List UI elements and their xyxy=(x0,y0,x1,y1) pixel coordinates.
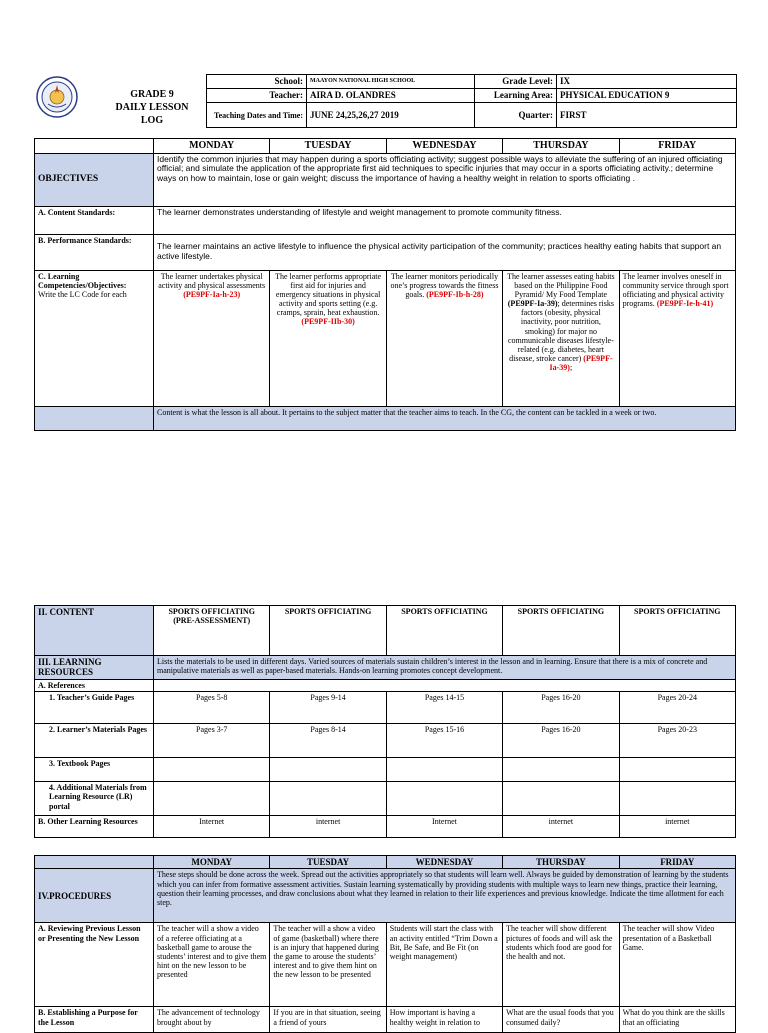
competency-code: (PE9PF-Ie-h-41) xyxy=(656,299,714,309)
grade-label: Grade Level: xyxy=(475,75,557,89)
day-thursday: THURSDAY xyxy=(503,139,619,154)
content-resources-section xyxy=(34,605,736,838)
proc-day-friday: FRIDAY xyxy=(619,856,735,869)
competencies-label-cell xyxy=(35,270,154,406)
competencies-sublabel: Write the LC Code for each xyxy=(38,289,127,299)
textbook-tuesday xyxy=(270,758,386,782)
proc-day-thursday: THURSDAY xyxy=(503,856,619,869)
review-monday: The teacher will a show a video of a referee officiating at a basketball game to arouse the students’ interest and to give them hint on the new lesson to be presented xyxy=(154,923,270,1007)
objectives-label: OBJECTIVES xyxy=(35,153,154,206)
content-monday: SPORTS OFFICIATING (PRE-ASSESSMENT) xyxy=(154,606,270,656)
competency-code: (PE9PF-Ia-h-23) xyxy=(183,289,241,299)
purpose-wednesday: How important is having a healthy weight in relation to xyxy=(386,1007,502,1033)
quarter-value: FIRST xyxy=(557,103,737,128)
competency-code: (PE9PF-Ia-39) xyxy=(549,354,613,373)
teacher-value: AIRA D. OLANDRES xyxy=(307,89,475,103)
content-thursday: SPORTS OFFICIATING xyxy=(503,606,619,656)
content-label: II. CONTENT xyxy=(35,606,154,656)
competency-text: The learner undertakes physical activity and physical assessments xyxy=(158,271,266,290)
school-label: School: xyxy=(207,75,307,89)
proc-day-tuesday: TUESDAY xyxy=(270,856,386,869)
competency-text: The learner monitors periodically one’s progress towards the fitness goals. xyxy=(390,271,499,299)
day-wednesday: WEDNESDAY xyxy=(386,139,502,154)
references-label: A. References xyxy=(35,680,154,692)
lr-monday xyxy=(154,782,270,816)
lr-portal-label: 4. Additional Materials from Learning Resource (LR) portal xyxy=(35,782,154,816)
lr-wednesday xyxy=(386,782,502,816)
competency-text: The learner assesses eating habits based on the Philippine Food Pyramid/ My Food Template xyxy=(507,271,615,299)
teacher-label: Teacher: xyxy=(207,89,307,103)
doc-title-line: DAILY LESSON xyxy=(115,102,189,113)
lr-friday xyxy=(619,782,735,816)
references-blank xyxy=(154,680,736,692)
tg-pages-thursday: Pages 16-20 xyxy=(503,692,619,724)
competency-monday xyxy=(154,270,270,406)
info-table xyxy=(206,74,737,128)
lr-thursday xyxy=(503,782,619,816)
performance-standards-label: B. Performance Standards: xyxy=(35,234,154,270)
textbook-monday xyxy=(154,758,270,782)
competency-code: (PE9PF-IIb-30) xyxy=(301,317,355,327)
purpose-friday: What do you think are the skills that an officiating xyxy=(619,1007,735,1033)
textbook-friday xyxy=(619,758,735,782)
content-friday: SPORTS OFFICIATING xyxy=(619,606,735,656)
tg-pages-label: 1. Teacher’s Guide Pages xyxy=(35,692,154,724)
day-tuesday: TUESDAY xyxy=(270,139,386,154)
competency-thursday xyxy=(503,270,619,406)
competency-text: ; xyxy=(569,363,573,373)
competency-wednesday xyxy=(386,270,502,406)
competency-tuesday xyxy=(270,270,386,406)
purpose-monday: The advancement of technology brought about by xyxy=(154,1007,270,1033)
other-wednesday: Internet xyxy=(386,816,502,838)
purpose-label: B. Establishing a Purpose for the Lesson xyxy=(35,1007,154,1033)
lm-pages-monday: Pages 3-7 xyxy=(154,724,270,758)
proc-corner-cell xyxy=(35,856,154,869)
textbook-thursday xyxy=(503,758,619,782)
competency-code: (PE9PF-Ib-h-28) xyxy=(426,289,484,299)
lm-pages-friday: Pages 20-23 xyxy=(619,724,735,758)
purpose-tuesday: If you are in that situation, seeing a friend of yours xyxy=(270,1007,386,1033)
other-monday: Internet xyxy=(154,816,270,838)
competency-friday xyxy=(619,270,735,406)
objectives-table xyxy=(34,138,736,431)
competency-text: The learner performs appropriate first aid for injuries and emergency situations in physical activity and sports setting (e.g. cramps, sprain, heat exhaustion. xyxy=(275,271,382,318)
content-wednesday: SPORTS OFFICIATING xyxy=(386,606,502,656)
review-wednesday: Students will start the class with an activity entitled “Trim Down a Bit, Be Safe, and Be Fit (on weight management) xyxy=(386,923,502,1007)
proc-day-header-row xyxy=(35,856,736,869)
day-monday: MONDAY xyxy=(154,139,270,154)
deped-seal-icon xyxy=(36,76,78,118)
tg-pages-friday: Pages 20-24 xyxy=(619,692,735,724)
resources-text: Lists the materials to be used in different days. Varied sources of materials sustain children’s interest in the lesson and in learning. Ensure that there is a mix of concrete and manipulative materials as well as paper-based materials. Hands-on learning promotes concept development. xyxy=(154,656,736,680)
proc-day-wednesday: WEDNESDAY xyxy=(386,856,502,869)
textbook-wednesday xyxy=(386,758,502,782)
competency-text: The learner involves oneself in community service through sport officiating and physical activity programs. xyxy=(622,271,729,309)
procedures-text: These steps should be done across the week. Spread out the activities appropriately so that students will learn well. Always be guided by demonstration of learning by the students which you can infer from formative assessment activities. Sustain learning systematically by providing students with multiple ways to learn new things, practice their learning, question their learning processes, and draw conclusions about what they learned in relation to their life experiences and previous knowledge. Indicate the time allotment for each step. xyxy=(154,869,736,923)
tg-pages-monday: Pages 5-8 xyxy=(154,692,270,724)
content-resources-table xyxy=(34,605,736,838)
doc-title-line: GRADE 9 xyxy=(130,89,174,100)
lr-tuesday xyxy=(270,782,386,816)
school-value: MAAYON NATIONAL HIGH SCHOOL xyxy=(307,75,475,89)
content-tuesday: SPORTS OFFICIATING xyxy=(270,606,386,656)
content-standards-text: The learner demonstrates understanding of lifestyle and weight management to promote community fitness. xyxy=(154,206,736,234)
objectives-text: Identify the common injuries that may happen during a sports officiating activity; suggest possible ways to alleviate the suffering of an injured officiating official; and simulate the application of the appropriate first aid techniques to specific injuries that may occur in a sports officiating activity.; determine ways on how to maintain, lose or gain weight; discuss the importance of having a healthy weight in relation to sports officiating . xyxy=(154,153,736,206)
dates-label: Teaching Dates and Time: xyxy=(207,103,307,128)
procedures-label: IV.PROCEDURES xyxy=(35,869,154,923)
other-tuesday: internet xyxy=(270,816,386,838)
other-thursday: internet xyxy=(503,816,619,838)
procedures-table xyxy=(34,855,736,1033)
corner-cell xyxy=(35,139,154,154)
competencies-label: C. Learning Competencies/Objectives: xyxy=(38,271,127,290)
tg-pages-wednesday: Pages 14-15 xyxy=(386,692,502,724)
tg-pages-tuesday: Pages 9-14 xyxy=(270,692,386,724)
content-note-label-cell xyxy=(35,406,154,430)
doc-title xyxy=(92,88,212,127)
procedures-section xyxy=(34,855,736,1033)
lm-pages-tuesday: Pages 8-14 xyxy=(270,724,386,758)
objectives-section xyxy=(34,138,736,431)
review-lesson-label: A. Reviewing Previous Lesson or Presenting the New Lesson xyxy=(35,923,154,1007)
header-block xyxy=(34,74,736,134)
grade-value: IX xyxy=(557,75,737,89)
review-tuesday: The teacher will a show a video of game (basketball) where there is an injury that happened during the game to arouse the students’ interest and to give them hint on the new lesson to be presented xyxy=(270,923,386,1007)
lm-pages-label: 2. Learner’s Materials Pages xyxy=(35,724,154,758)
other-friday: internet xyxy=(619,816,735,838)
quarter-label: Quarter: xyxy=(475,103,557,128)
proc-day-monday: MONDAY xyxy=(154,856,270,869)
content-standards-label: A. Content Standards: xyxy=(35,206,154,234)
area-label: Learning Area: xyxy=(475,89,557,103)
review-friday: The teacher will show Video presentation of a Basketball Game. xyxy=(619,923,735,1007)
day-header-row xyxy=(35,139,736,154)
area-value: PHYSICAL EDUCATION 9 xyxy=(557,89,737,103)
purpose-thursday: What are the usual foods that you consumed daily? xyxy=(503,1007,619,1033)
competency-text: ; determines risks factors (obesity, physical inactivity, poor nutrition, smoking) for major no communicable diseases lifestyle- related (e.g. diabetes, heart disease, stroke cancer) xyxy=(507,299,614,364)
review-thursday: The teacher will show different pictures of foods and will ask the students which food are good for the health and not. xyxy=(503,923,619,1007)
content-note: Content is what the lesson is all about. It pertains to the subject matter that the teacher aims to teach. In the CG, the content can be tackled in a week or two. xyxy=(154,406,736,430)
day-friday: FRIDAY xyxy=(619,139,735,154)
performance-standards-text: The learner maintains an active lifestyle to influence the physical activity participation of the community; practices healthy eating habits that support an active lifestyle. xyxy=(154,234,736,270)
resources-label: III. LEARNING RESOURCES xyxy=(35,656,154,680)
doc-title-line: LOG xyxy=(140,115,164,126)
other-resources-label: B. Other Learning Resources xyxy=(35,816,154,838)
lm-pages-thursday: Pages 16-20 xyxy=(503,724,619,758)
textbook-pages-label: 3. Textbook Pages xyxy=(35,758,154,782)
lm-pages-wednesday: Pages 15-16 xyxy=(386,724,502,758)
competency-code: (PE9PF-Ia-39) xyxy=(507,299,558,309)
dates-value: JUNE 24,25,26,27 2019 xyxy=(307,103,475,128)
